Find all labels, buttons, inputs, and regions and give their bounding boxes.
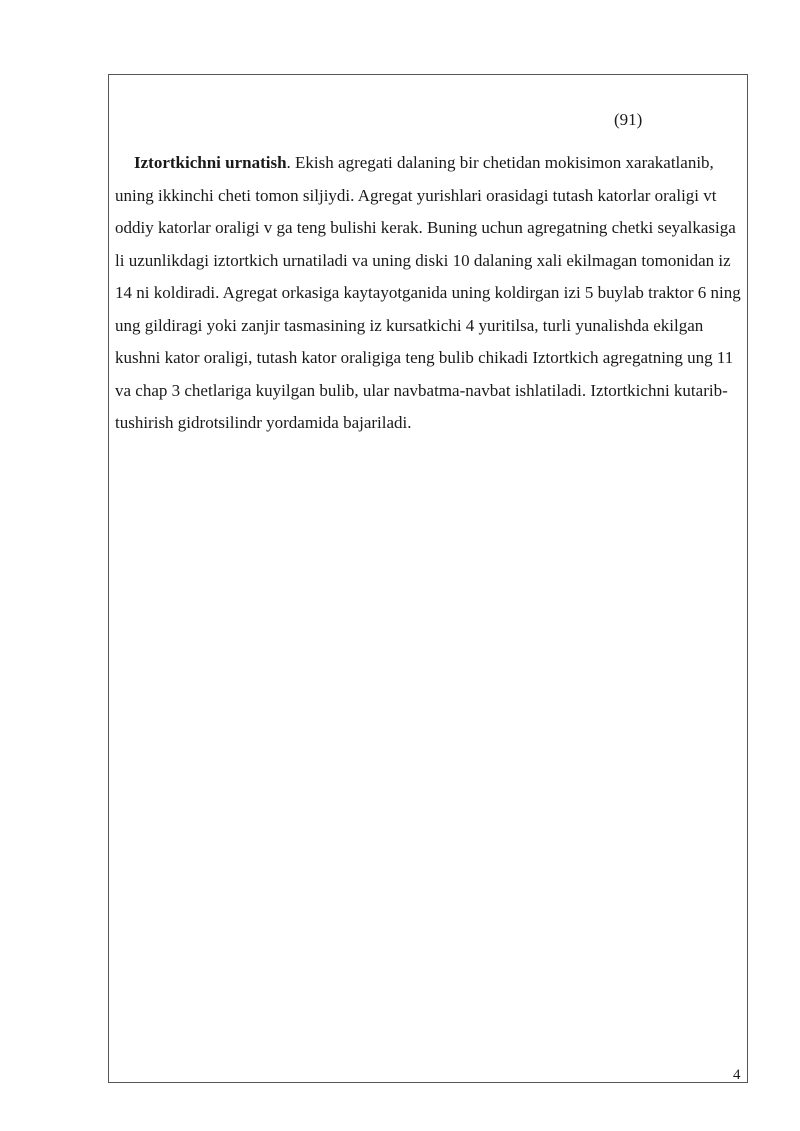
paragraph-heading: Iztortkichni urnatish bbox=[134, 153, 287, 172]
formula-number: (91) bbox=[614, 110, 643, 129]
page-number: 4 bbox=[733, 1067, 741, 1083]
body-paragraph bbox=[115, 147, 741, 440]
paragraph-text: . Ekish agregati dalaning bir chetidan mokisimon xarakatlanib, uning ikkinchi cheti tomon siljiydi. Agregat yurishlari orasidagi tutash katorlar oraligi vt oddiy katorlar oraligi v ga teng bulishi kerak. Buning uchun agregatning chetki seyalkasiga li uzunlikdagi iztortkich urnatiladi va uning diski 10 dalaning xali ekilmagan tomonidan iz 14 ni koldiradi. Agregat orkasiga kaytayotganida uning koldirgan izi 5 buylab traktor 6 ning ung gildiragi yoki zanjir tasmasining iz kursatkichi 4 yuritilsa, turli yunalishda ekilgan kushni kator oraligi, tutash kator oraligiga teng bulib chikadi Iztortkich agregatning ung 11 va chap 3 chetlariga kuyilgan bulib, ular navbatma-navbat ishlatiladi. Iztortkichni kutarib-tushirish gidrotsilindr yordamida bajariladi. bbox=[115, 153, 741, 432]
